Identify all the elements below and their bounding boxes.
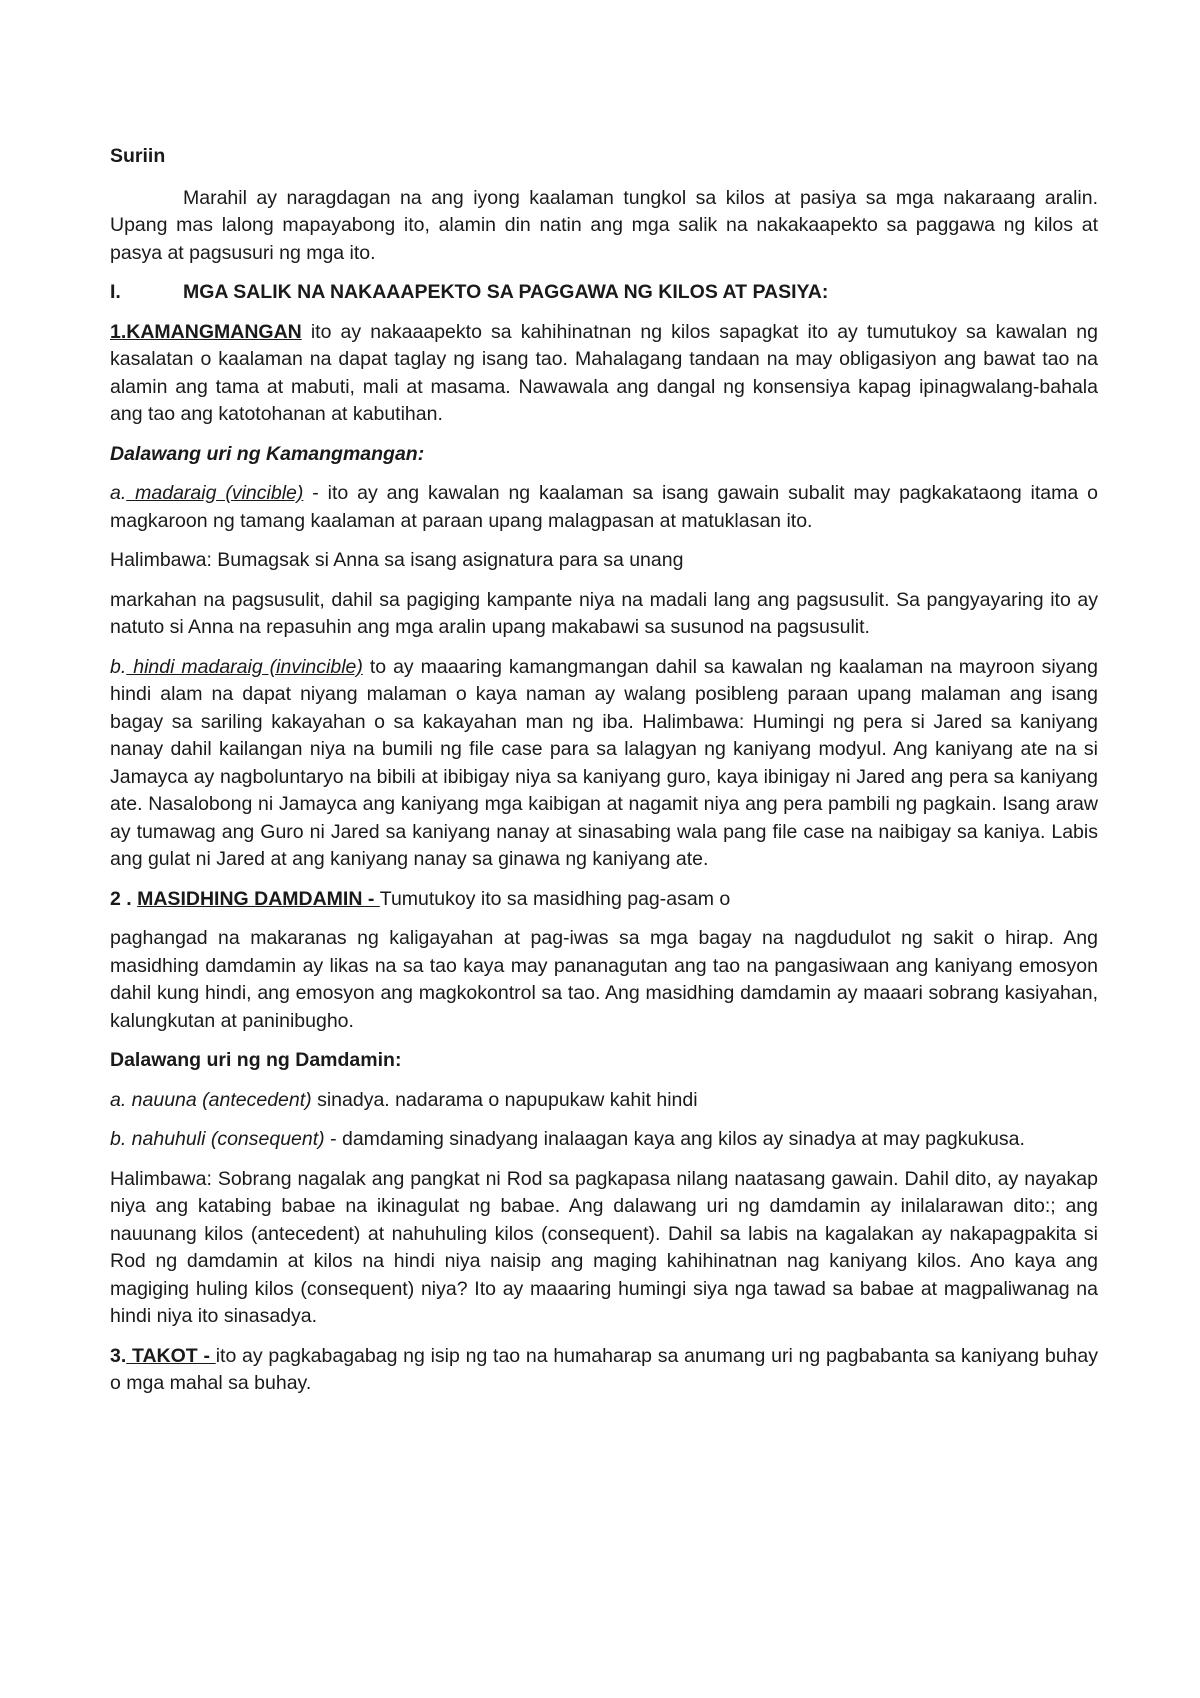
intro-paragraph: Marahil ay naragdagan na ang iyong kaalaman tungkol sa kilos at pasiya sa mga nakaraang aralin. Upang mas lalong mapayabong ito, alamin din natin ang mga salik na nakakaapekto sa paggawa ng kilos at pasya at pagsusuri ng mga ito. [110, 186, 1098, 264]
kamangmangan-types-heading: Dalawang uri ng Kamangmangan: [110, 442, 425, 465]
item2-text: Tumutukoy ito sa masidhing pag-asam o [379, 887, 731, 910]
type-b-prefix: b. [110, 655, 127, 678]
type-a-paragraph [110, 480, 1098, 535]
kamangmangan-term: 1.KAMANGMANGAN [110, 320, 302, 343]
item3-number: 3. [110, 1344, 127, 1367]
item3-term: TAKOT - [126, 1344, 216, 1367]
item2-term: MASIDHING DAMDAMIN - [137, 887, 380, 910]
type-b-term: hindi madaraig (invincible) [126, 655, 363, 678]
section-number: I. [110, 281, 121, 303]
type-a-prefix: a. [110, 482, 127, 504]
section-title: MGA SALIK NA NAKAAAPEKTO SA PAGGAWA NG KILOS AT PASIYA: [183, 281, 829, 303]
item-masidhing-damdamin [110, 886, 1098, 914]
document-page [110, 143, 1098, 1410]
example-d-paragraph: Halimbawa: Sobrang nagalak ang pangkat ni Rod sa pagkapasa nilang naatasang gawain. Dahil dito, ay nayakap niya ang katabing babae na ikinagulat ng babae. Ang dalawang uri ng damdamin ay inilalarawan dito:; ang nauunang kilos (antecedent) at nahuhuling kilos (consequent). Dahil sa labis na kagalakan ay nakapagpakita si Rod ng damdamin at kilos na hindi niya naisip ang maging kahihinatnan nag kaniyang kilos. Ano kaya ang magiging huling kilos (consequent) niya? Ito ay maaaring humingi siya nga tawad sa babae at magpaliwanag na hindi niya ito sinasadya. [110, 1167, 1098, 1327]
type-a-text: - ito ay ang kawalan ng kaalaman sa isang gawain subalit may pagkakataong itama o magkaroon ng tamang kaalaman at paraan upang malagpasan at matuklasan ito. [110, 482, 1098, 532]
type-b-paragraph [110, 654, 1098, 874]
item3-text: ito ay pagkabagabag ng isip ng tao na humaharap sa anumang uri ng pagbabanta sa kaniyang buhay o mga mahal sa buhay. [110, 1344, 1098, 1394]
item2-number: 2 . [110, 887, 138, 910]
dtype-a-term: a. nauuna (antecedent) [110, 1088, 312, 1111]
dtype-b-term: b. nahuhuli (consequent) [110, 1128, 325, 1150]
section-heading [110, 279, 1098, 307]
kamangmangan-text: ito ay nakaaapekto sa kahihinatnan ng kilos sapagkat ito ay tumutukoy sa kawalan ng kasalatan o kaalaman na dapat taglay ng isang tao. Mahalagang tandaan na may obligasiyon ang bawat tao na alamin ang tama at mabuti, mali at masama. Nawawala ang dangal ng konsensiya kapag ipinagwalang-bahala ang tao ang katotohanan at kabutihan. [110, 320, 1098, 425]
damdamin-types-heading: Dalawang uri ng ng Damdamin: [110, 1049, 402, 1071]
page-title: Suriin [110, 145, 166, 167]
dtype-b-paragraph [110, 1126, 1098, 1154]
dtype-b-text: - damdaming sinadyang inalaagan kaya ang kilos ay sinadya at may pagkukusa. [324, 1128, 1025, 1150]
type-a-term: madaraig (vincible) [126, 482, 304, 504]
item-takot [110, 1343, 1098, 1398]
item-kamangmangan [110, 319, 1098, 429]
dtype-a-paragraph [110, 1087, 1098, 1115]
dtype-a-text: sinadya. nadarama o napupukaw kahit hindi [311, 1088, 698, 1111]
example-a-continued: markahan na pagsusulit, dahil sa pagiging kampante niya na madali lang ang pagsusulit. Sa pangyayaring ito ay natuto si Anna na repasuhin ang mga aralin upang makabawi sa susunod na pagsusulit. [110, 588, 1098, 638]
item2-continued: paghangad na makaranas ng kaligayahan at pag-iwas sa mga bagay na nagdudulot ng sakit o hirap. Ang masidhing damdamin ay likas na sa tao kaya may pananagutan ang tao na pangasiwaan ang kaniyang emosyon dahil kung hindi, ang emosyon ang magkokontrol sa tao. Ang masidhing damdamin ay maaari sobrang kasiyahan, kalungkutan at paninibugho. [110, 927, 1098, 1032]
type-b-text: to ay maaaring kamangmangan dahil sa kawalan ng kaalaman na mayroon siyang hindi alam na dapat niyang malaman o kaya naman ay walang posibleng paraan upang malaman ang isang bagay sa sariling kakayahan o sa kakayahan man ng iba. Halimbawa: Humingi ng pera si Jared sa kaniyang nanay dahil kailangan niya na bumili ng file case para sa lalagyan ng kaniyang modyul. Ang kaniyang ate na si Jamayca ay nagboluntaryo na bibili at ibibigay niya sa kaniyang guro, kaya ibinigay ni Jared ang pera sa kaniyang ate. Nasalobong ni Jamayca ang kaniyang mga kaibigan at nagamit niya ang pera pambili ng pagkain. Isang araw ay tumawag ang Guro ni Jared sa kaniyang nanay at sinasabing wala pang file case na naibigay sa kaniya. Labis ang gulat ni Jared at ang kaniyang nanay sa ginawa ng kaniyang ate. [110, 655, 1098, 870]
example-a-line1: Halimbawa: Bumagsak si Anna sa isang asignatura para sa unang [110, 549, 684, 571]
